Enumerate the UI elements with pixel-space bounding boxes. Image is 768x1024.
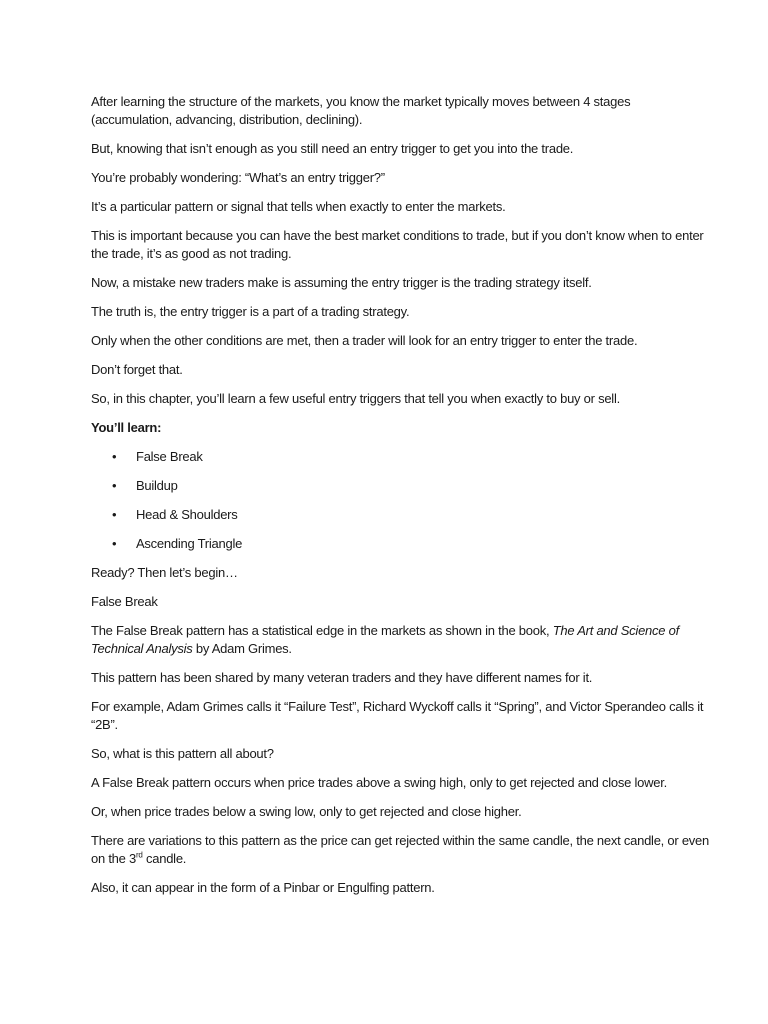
list-item [91, 477, 711, 495]
paragraph: This pattern has been shared by many veteran traders and they have different names for it. [91, 670, 593, 685]
book-text-before: The False Break pattern has a statistical edge in the markets as shown in the book, [91, 623, 553, 638]
book-paragraph [91, 622, 711, 658]
list-item-label: Ascending Triangle [136, 536, 243, 551]
variation-paragraph [91, 832, 711, 868]
paragraph: So, what is this pattern all about? [91, 746, 274, 761]
learn-heading: You’ll learn: [91, 420, 162, 435]
bullet-icon: • [112, 449, 117, 464]
paragraph: You’re probably wondering: “What’s an entry trigger?” [91, 170, 385, 185]
paragraph: Don’t forget that. [91, 362, 183, 377]
paragraph: It’s a particular pattern or signal that tells when exactly to enter the markets. [91, 199, 506, 214]
section-heading: False Break [91, 594, 158, 609]
list-item [91, 506, 711, 524]
bullet-icon: • [112, 507, 117, 522]
paragraph: Or, when price trades below a swing low, only to get rejected and close higher. [91, 804, 522, 819]
paragraph: So, in this chapter, you’ll learn a few useful entry triggers that tell you when exactly to buy or sell. [91, 391, 620, 406]
variation-text-after: candle. [142, 851, 187, 866]
bullet-icon: • [112, 536, 117, 551]
book-text-after: by Adam Grimes. [192, 641, 292, 656]
paragraph: Also, it can appear in the form of a Pinbar or Engulfing pattern. [91, 880, 435, 895]
ordinal-suffix: rd [136, 850, 143, 860]
paragraph: This is important because you can have the best market conditions to trade, but if you don’t know when to enter the trade, it’s as good as not trading. [91, 228, 704, 261]
list-item [91, 448, 711, 466]
bullet-icon: • [112, 478, 117, 493]
list-item-label: Head & Shoulders [136, 507, 238, 522]
paragraph: But, knowing that isn’t enough as you still need an entry trigger to get you into the trade. [91, 141, 574, 156]
ready-text: Ready? Then let’s begin… [91, 565, 238, 580]
paragraph: After learning the structure of the markets, you know the market typically moves between 4 stages (accumulation, advancing, distribution, declining). [91, 94, 631, 127]
paragraph: A False Break pattern occurs when price trades above a swing high, only to get rejected and close lower. [91, 775, 667, 790]
book-title: The Art and Science of Technical Analysis [91, 623, 679, 656]
paragraph: For example, Adam Grimes calls it “Failure Test”, Richard Wyckoff calls it “Spring”, and Victor Sperandeo calls it “2B”. [91, 699, 704, 732]
document-page [91, 93, 711, 908]
list-item-label: False Break [136, 449, 203, 464]
list-item [91, 535, 711, 553]
variation-text-before: There are variations to this pattern as the price can get rejected within the same candle, the next candle, or even on the 3 [91, 833, 710, 866]
paragraph: Now, a mistake new traders make is assuming the entry trigger is the trading strategy itself. [91, 275, 592, 290]
topic-list [91, 448, 711, 553]
list-item-label: Buildup [136, 478, 178, 493]
paragraph: The truth is, the entry trigger is a part of a trading strategy. [91, 304, 410, 319]
paragraph: Only when the other conditions are met, then a trader will look for an entry trigger to enter the trade. [91, 333, 638, 348]
